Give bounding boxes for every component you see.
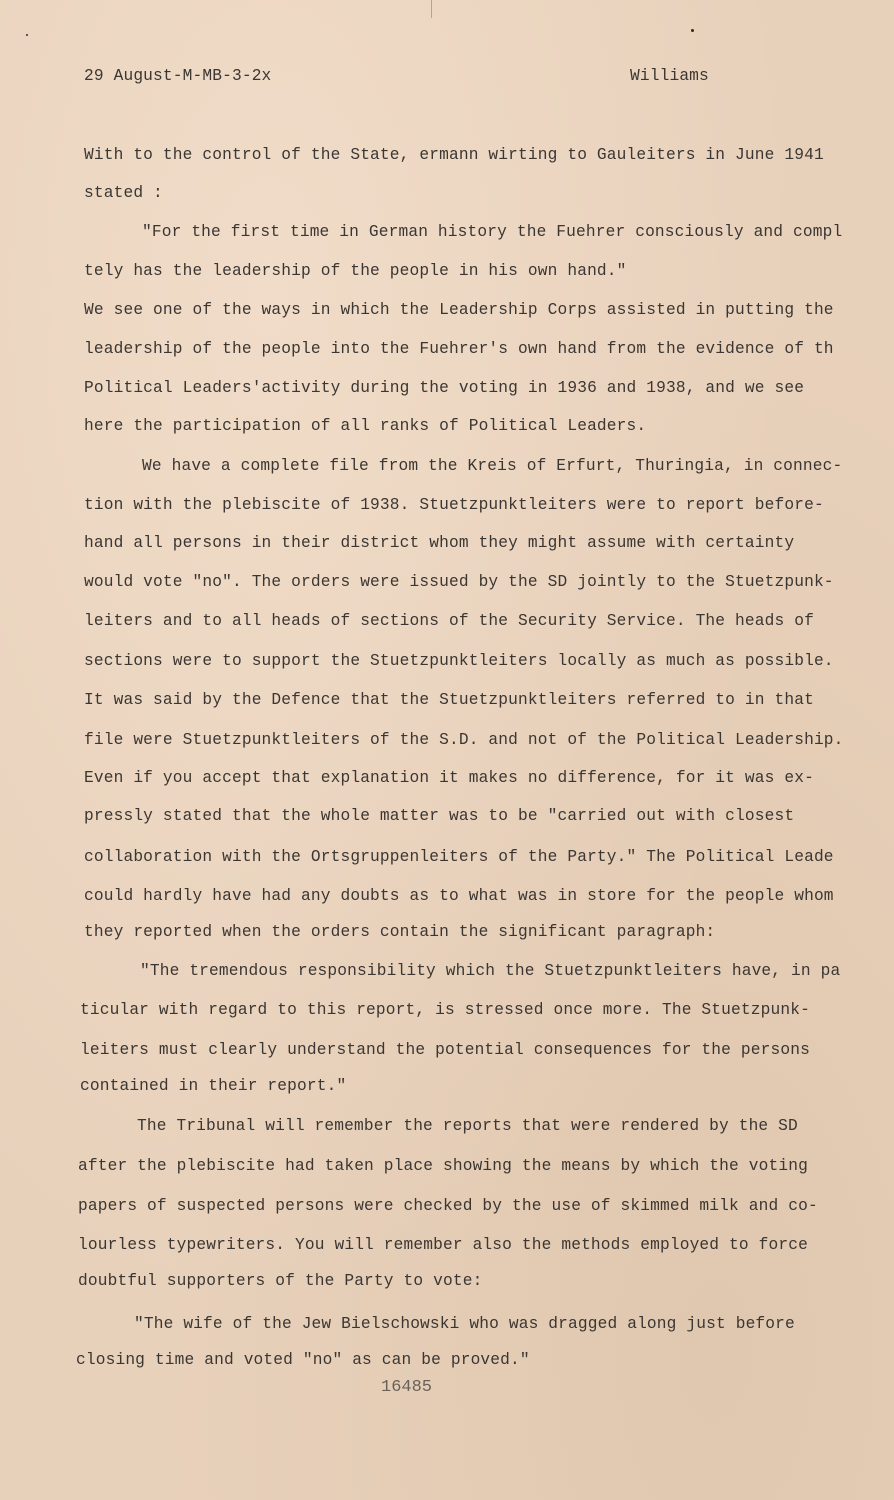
quote-line: closing time and voted "no" as can be proved." <box>76 1351 530 1369</box>
text-line: papers of suspected persons were checked by the use of skimmed milk and co- <box>78 1197 818 1215</box>
quote-line: "The wife of the Jew Bielschowski who was dragged along just before <box>134 1315 795 1333</box>
document-reference: 29 August-M-MB-3-2x <box>84 67 272 85</box>
text-line: hand all persons in their district whom they might assume with certainty <box>84 534 795 552</box>
quote-line: contained in their report." <box>80 1077 347 1095</box>
text-line: leiters and to all heads of sections of the Security Service. The heads of <box>84 612 814 630</box>
text-line: The Tribunal will remember the reports that were rendered by the SD <box>137 1117 798 1135</box>
text-line: file were Stuetzpunktleiters of the S.D. and not of the Political Leadership. <box>84 731 844 749</box>
text-line: tion with the plebiscite of 1938. Stuetzpunktleiters were to report before- <box>84 496 824 514</box>
text-line: Political Leaders'activity during the voting in 1936 and 1938, and we see <box>84 379 805 397</box>
text-line: With to the control of the State, ermann wirting to Gauleiters in June 1941 <box>84 146 824 164</box>
ink-speck <box>26 34 28 36</box>
text-line: doubtful supporters of the Party to vote: <box>78 1272 483 1290</box>
text-line: We see one of the ways in which the Leadership Corps assisted in putting the <box>84 301 834 319</box>
text-line: would vote "no". The orders were issued by the SD jointly to the Stuetzpunk- <box>84 573 834 591</box>
text-line: lourless typewriters. You will remember also the methods employed to force <box>78 1236 808 1254</box>
text-line: could hardly have had any doubts as to what was in store for the people whom <box>84 887 834 905</box>
quote-line: "For the first time in German history the Fuehrer consciously and compl <box>142 223 843 241</box>
quote-line: "The tremendous responsibility which the Stuetzpunktleiters have, in pa <box>140 962 841 980</box>
document-author: Williams <box>630 67 709 85</box>
text-line: Even if you accept that explanation it makes no difference, for it was ex- <box>84 769 814 787</box>
text-line: after the plebiscite had taken place showing the means by which the voting <box>78 1157 808 1175</box>
text-line: here the participation of all ranks of Political Leaders. <box>84 417 647 435</box>
ink-speck <box>691 29 694 32</box>
text-line: It was said by the Defence that the Stuetzpunktleiters referred to in that <box>84 691 814 709</box>
quote-line: ticular with regard to this report, is stressed once more. The Stuetzpunk- <box>80 1001 810 1019</box>
text-line: collaboration with the Ortsgruppenleiters of the Party." The Political Leade <box>84 848 834 866</box>
text-line: leadership of the people into the Fuehrer's own hand from the evidence of th <box>84 340 834 358</box>
page-crease <box>431 0 432 18</box>
text-line: pressly stated that the whole matter was to be "carried out with closest <box>84 807 795 825</box>
quote-line: leiters must clearly understand the potential consequences for the persons <box>80 1041 810 1059</box>
text-line: they reported when the orders contain the significant paragraph: <box>84 923 716 941</box>
text-line: We have a complete file from the Kreis of Erfurt, Thuringia, in connec- <box>142 457 843 475</box>
quote-line: tely has the leadership of the people in his own hand." <box>84 262 627 280</box>
text-line: stated : <box>84 184 163 202</box>
text-line: sections were to support the Stuetzpunktleiters locally as much as possible. <box>84 652 834 670</box>
page-number: 16485 <box>381 1378 433 1397</box>
